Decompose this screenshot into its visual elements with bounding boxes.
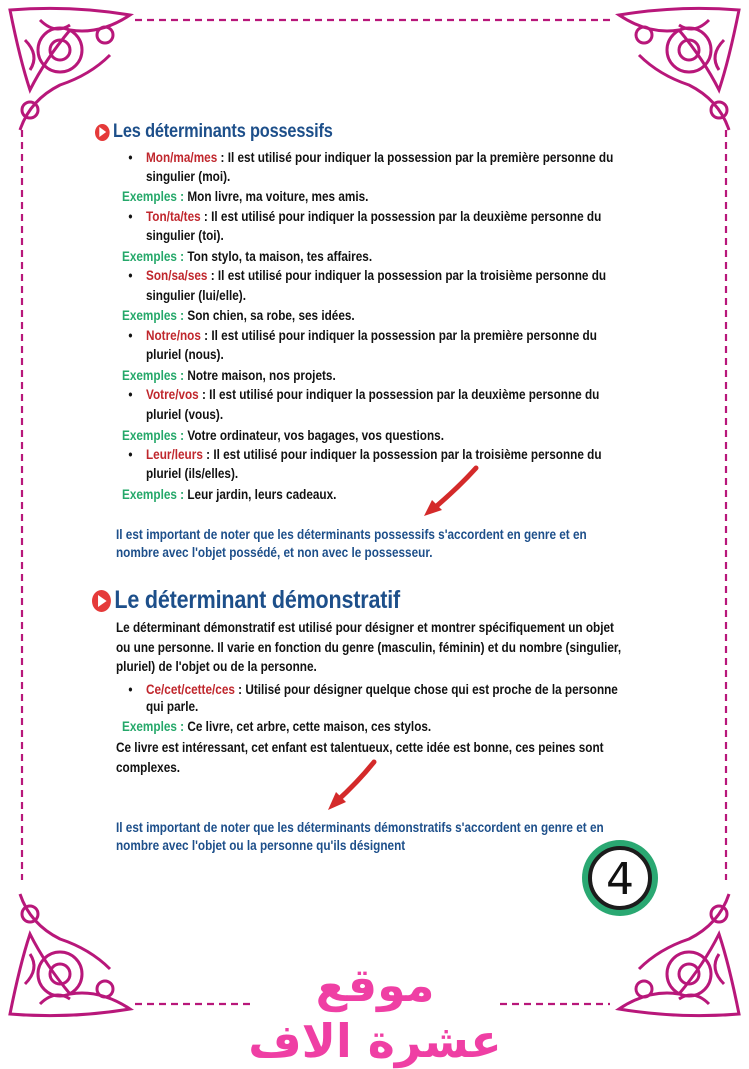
term: Leur/leurs xyxy=(146,446,203,462)
play-icon xyxy=(92,590,111,612)
term: Votre/vos xyxy=(146,386,199,402)
red-arrow-icon xyxy=(322,756,382,814)
example-line: Exemples : Mon livre, ma voiture, mes amis. xyxy=(122,188,369,204)
item-mon-line2: singulier (moi). xyxy=(146,168,231,184)
site-name-footer: موقع عشرة الاف xyxy=(248,958,502,1068)
item-son-line1: • Son/sa/ses : Il est utilisé pour indiquer la possession par la troisième personne du xyxy=(146,266,606,284)
item-son-line2: singulier (lui/elle). xyxy=(146,287,246,303)
section-title-possessifs: Les déterminants possessifs xyxy=(95,121,333,143)
item-notre-line2: pluriel (nous). xyxy=(146,346,224,362)
page-number-badge xyxy=(580,838,660,918)
term: Ton/ta/tes xyxy=(146,208,201,224)
term: Mon/ma/mes xyxy=(146,149,218,165)
note-possessifs-line2: nombre avec l'objet possédé, et non avec le possesseur. xyxy=(116,544,433,560)
example-line: Exemples : Notre maison, nos projets. xyxy=(122,367,336,383)
section-title-demonstratif: Le déterminant démonstratif xyxy=(92,586,400,615)
note-demonstratifs-line1: Il est important de noter que les déterminants démonstratifs s'accordent en genre et en xyxy=(116,819,604,835)
intro-line3: pluriel) de l'objet ou de la personne. xyxy=(116,658,317,674)
sentence-line2: complexes. xyxy=(116,759,181,775)
item-ce-line1: • Ce/cet/cette/ces : Utilisé pour désigner quelque chose qui est proche de la personne xyxy=(146,680,618,698)
term: Ce/cet/cette/ces xyxy=(146,681,235,697)
intro-line1: Le déterminant démonstratif est utilisé pour désigner et montrer spécifiquement un objet xyxy=(116,619,614,635)
item-votre-line2: pluriel (vous). xyxy=(146,406,224,422)
term: Notre/nos xyxy=(146,327,201,343)
page-number: 4 xyxy=(606,854,634,905)
sentence-line1: Ce livre est intéressant, cet enfant est talentueux, cette idée est bonne, ces peines sont xyxy=(116,739,604,755)
item-votre-line1: • Votre/vos : Il est utilisé pour indiquer la possession par la deuxième personne du xyxy=(146,385,599,403)
item-notre-line1: • Notre/nos : Il est utilisé pour indiquer la possession par la première personne du xyxy=(146,326,597,344)
red-arrow-icon xyxy=(418,462,488,522)
example-line: Exemples : Son chien, sa robe, ses idées. xyxy=(122,307,355,323)
item-leur-line2: pluriel (ils/elles). xyxy=(146,465,239,481)
item-ton-line2: singulier (toi). xyxy=(146,227,224,243)
note-demonstratifs-line2: nombre avec l'objet ou la personne qu'ils désignent xyxy=(116,837,406,853)
example-line: Exemples : Leur jardin, leurs cadeaux. xyxy=(122,486,337,502)
example-line: Exemples : Ton stylo, ta maison, tes affaires. xyxy=(122,248,373,264)
note-possessifs-line1: Il est important de noter que les déterminants possessifs s'accordent en genre et en xyxy=(116,526,587,542)
example-line: Exemples : Ce livre, cet arbre, cette maison, ces stylos. xyxy=(122,718,432,734)
term: Son/sa/ses xyxy=(146,267,208,283)
example-line: Exemples : Votre ordinateur, vos bagages, vos questions. xyxy=(122,427,444,443)
item-mon-line1: • Mon/ma/mes : Il est utilisé pour indiquer la possession par la première personne du xyxy=(146,148,613,166)
item-ce-line2: qui parle. xyxy=(146,698,199,714)
item-leur-line1: • Leur/leurs : Il est utilisé pour indiquer la possession par la troisième personne du xyxy=(146,445,602,463)
item-ton-line1: • Ton/ta/tes : Il est utilisé pour indiquer la possession par la deuxième personne du xyxy=(146,207,601,225)
intro-line2: ou une personne. Il varie en fonction du genre (masculin, féminin) et du nombre (singulier, xyxy=(116,639,622,655)
play-icon xyxy=(95,124,110,141)
